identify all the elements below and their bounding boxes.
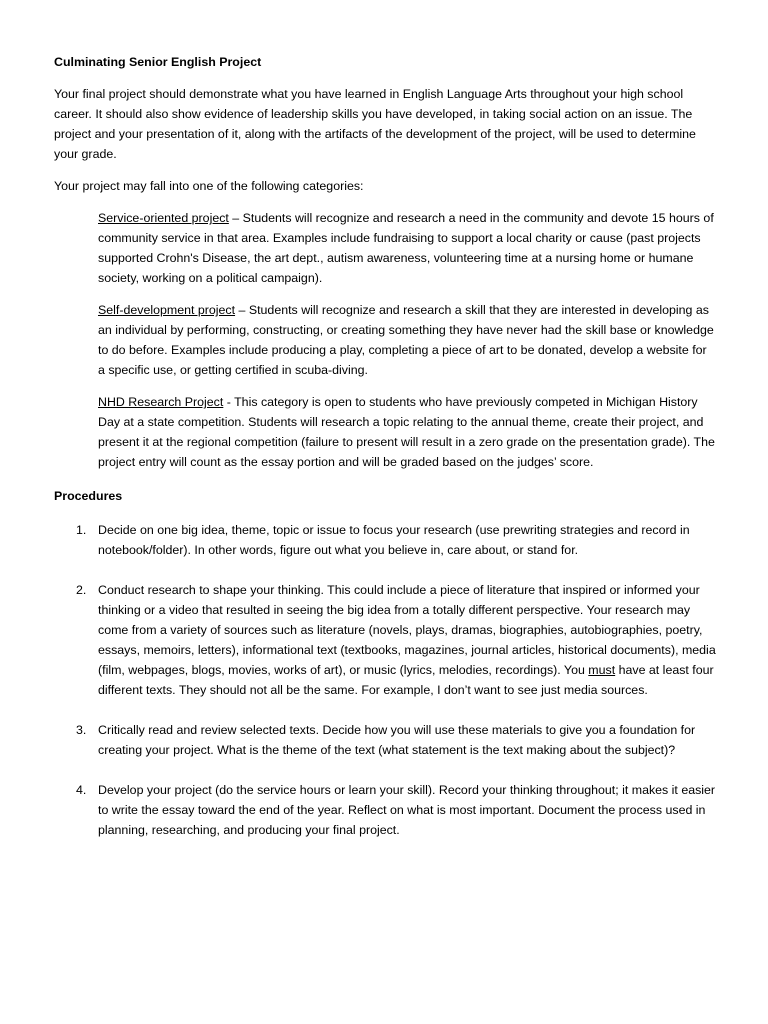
procedures-list: [54, 520, 716, 840]
document-page: [54, 52, 716, 860]
document-title: Culminating Senior English Project: [54, 55, 262, 69]
category-name: Self-development project: [98, 303, 236, 317]
procedure-number: 3.: [76, 723, 87, 737]
procedure-item: [54, 780, 716, 840]
procedure-text-continued: have at least four different texts. They should not all be the same. For example, I don’t want to see just media sources.: [98, 663, 714, 697]
procedure-text: Decide on one big idea, theme, topic or issue to focus your research (use prewriting strategies and record in notebook/folder). In other words, figure out what you believe in, care about, or stand for.: [98, 523, 690, 557]
procedure-text: Critically read and review selected texts. Decide how you will use these materials to give you a foundation for creating your project. What is the theme of the text (what statement is the text making about the subject)?: [98, 723, 696, 757]
category-service-oriented: [98, 208, 716, 288]
procedure-number: 2.: [76, 583, 87, 597]
procedure-item: [54, 720, 716, 760]
procedure-text: Conduct research to shape your thinking. This could include a piece of literature that inspired or informed your thinking or a video that resulted in seeing the big idea from a totally different perspective. Your research may come from a variety of sources such as literature (novels, plays, dramas, biographies, autobiographies, poetry, essays, memoirs, letters), informational text (textbooks, magazines, journal articles, historical documents), media (film, webpages, blogs, movies, works of art), or music (lyrics, melodies, recordings). You: [98, 583, 716, 677]
category-name: NHD Research Project: [98, 395, 224, 409]
categories-intro: Your project may fall into one of the following categories:: [54, 179, 364, 193]
category-name: Service-oriented project: [98, 211, 229, 225]
category-text: – Students will recognize and research a skill that they are interested in developing as an individual by performing, constructing, or creating something they have never had the skill base or knowledge to do before. Examples include producing a play, completing a piece of art to be donated, develop a website for a specific use, or getting certified in scuba-diving.: [98, 303, 714, 377]
procedure-item: [54, 580, 716, 700]
category-text: - This category is open to students who have previously competed in Michigan History Day at a state competition. Students will research a topic relating to the annual theme, create their project, and present it at the regional competition (failure to present will result in a zero grade on the presentation grade). The project entry will count as the essay portion and will be graded based on the judges’ score.: [98, 395, 715, 469]
procedure-emphasis: must: [588, 663, 616, 677]
procedure-number: 4.: [76, 783, 87, 797]
category-text: – Students will recognize and research a need in the community and devote 15 hours of community service in that area. Examples include fundraising to support a local charity or cause (past projects supported Crohn's Disease, the art dept., autism awareness, volunteering time at a nursing home or humane society, working on a political campaign).: [98, 211, 714, 285]
intro-paragraph: Your final project should demonstrate what you have learned in English Language Arts throughout your high school career. It should also show evidence of leadership skills you have developed, in taking social action on an issue. The project and your presentation of it, along with the artifacts of the development of the project, will be used to determine your grade.: [54, 87, 696, 161]
category-self-development: [98, 300, 716, 380]
procedure-item: [54, 520, 716, 560]
procedure-number: 1.: [76, 523, 87, 537]
procedure-text: Develop your project (do the service hours or learn your skill). Record your thinking throughout; it makes it easier to write the essay toward the end of the year. Reflect on what is most important. Document the process used in planning, researching, and producing your final project.: [98, 783, 716, 837]
category-nhd-research: [98, 392, 716, 472]
procedures-heading: Procedures: [54, 489, 123, 503]
